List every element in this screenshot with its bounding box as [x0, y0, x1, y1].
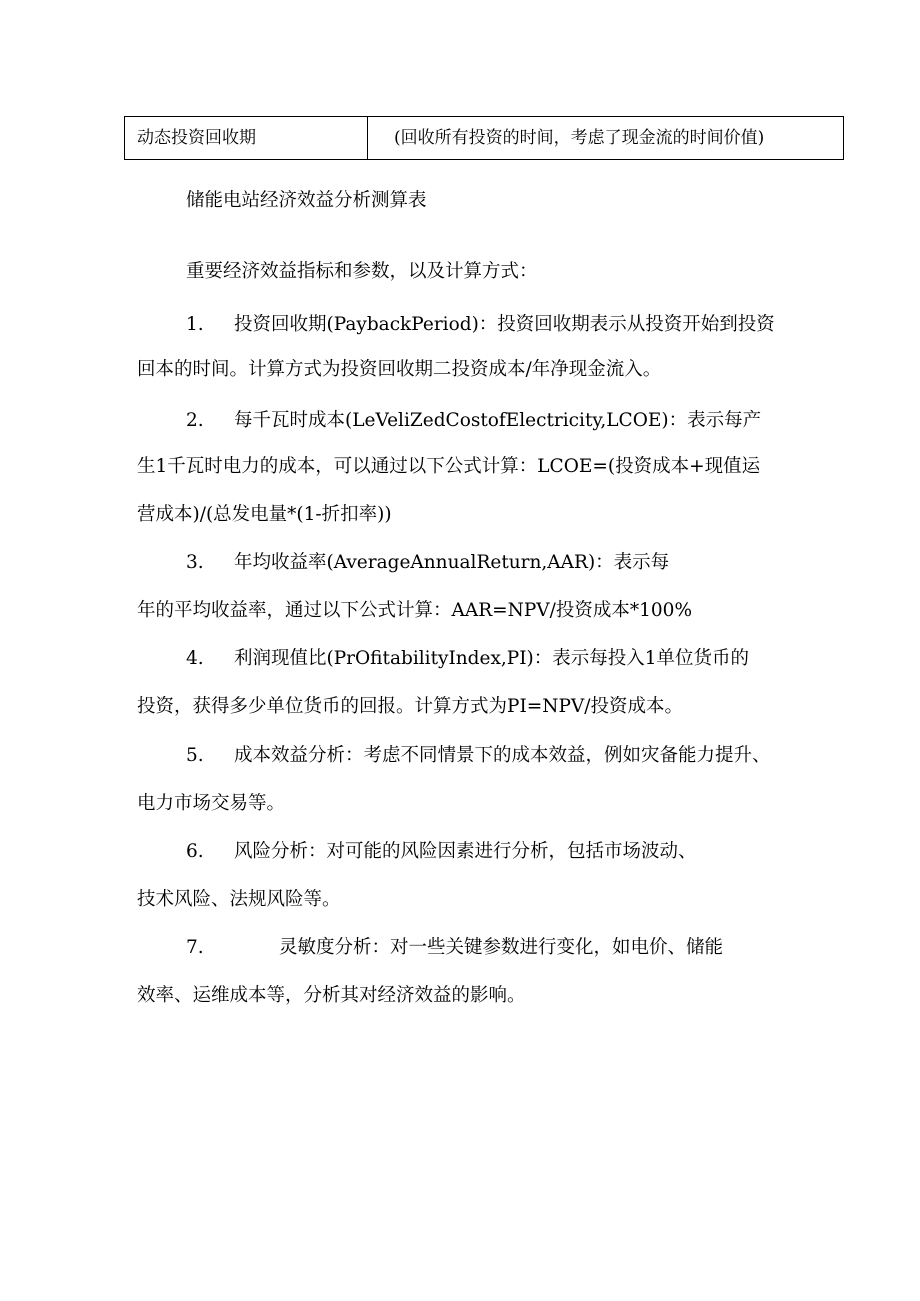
item-text-line: 每千瓦时成本(LeVeliZedCostofElectricity,LCOE)：表示每产: [234, 410, 762, 431]
document-title: 储能电站经济效益分析测算表: [186, 190, 427, 211]
item-number: 7.: [186, 937, 204, 958]
item-text-line: 年均收益率(AverageAnnualReturn,AAR)：表示每: [234, 552, 670, 573]
item-number: 6.: [186, 841, 204, 862]
item-text-line: 电力市场交易等。: [137, 793, 286, 814]
item-text-line: 技术风险、法规风险等。: [137, 889, 341, 910]
intro-paragraph: 重要经济效益指标和参数，以及计算方式：: [186, 261, 538, 282]
item-number: 5.: [186, 745, 204, 766]
item-text-line: 营成本)/(总发电量*(1-折扣率)): [137, 504, 392, 525]
item-text-line: 年的平均收益率，通过以下公式计算：AAR=NPV/投资成本*100%: [137, 600, 693, 621]
item-text-line: 投资回收期(PaybackPeriod)：投资回收期表示从投资开始到投资: [234, 314, 775, 335]
item-number: 4.: [186, 648, 204, 669]
item-text-line: 风险分析：对可能的风险因素进行分析，包括市场波动、: [234, 841, 697, 862]
item-text-line: 效率、运维成本等，分析其对经济效益的影响。: [137, 985, 526, 1006]
item-text-line: 生1千瓦时电力的成本，可以通过以下公式计算：LCOE=(投资成本+现值运: [137, 456, 761, 477]
item-text-line: 投资，获得多少单位货币的回报。计算方式为PI=NPV/投资成本。: [137, 696, 683, 717]
item-text-line: 回本的时间。计算方式为投资回收期二投资成本/年净现金流入。: [137, 359, 662, 380]
indicator-table: [124, 116, 844, 160]
item-number: 1.: [186, 314, 204, 335]
item-number: 3.: [186, 552, 204, 573]
table-cell-indicator: 动态投资回收期: [125, 117, 368, 160]
item-text-line: 利润现值比(PrOfitabilityIndex,PI)：表示每投入1单位货币的: [234, 648, 750, 669]
item-number: 2.: [186, 410, 204, 431]
item-text-line: 灵敏度分析：对一些关键参数进行变化，如电价、储能: [279, 937, 724, 958]
item-text-line: 成本效益分析：考虑不同情景下的成本效益，例如灾备能力提升、: [234, 745, 771, 766]
table-cell-description: (回收所有投资的时间，考虑了现金流的时间价值): [368, 117, 844, 160]
table-row: [125, 117, 844, 160]
